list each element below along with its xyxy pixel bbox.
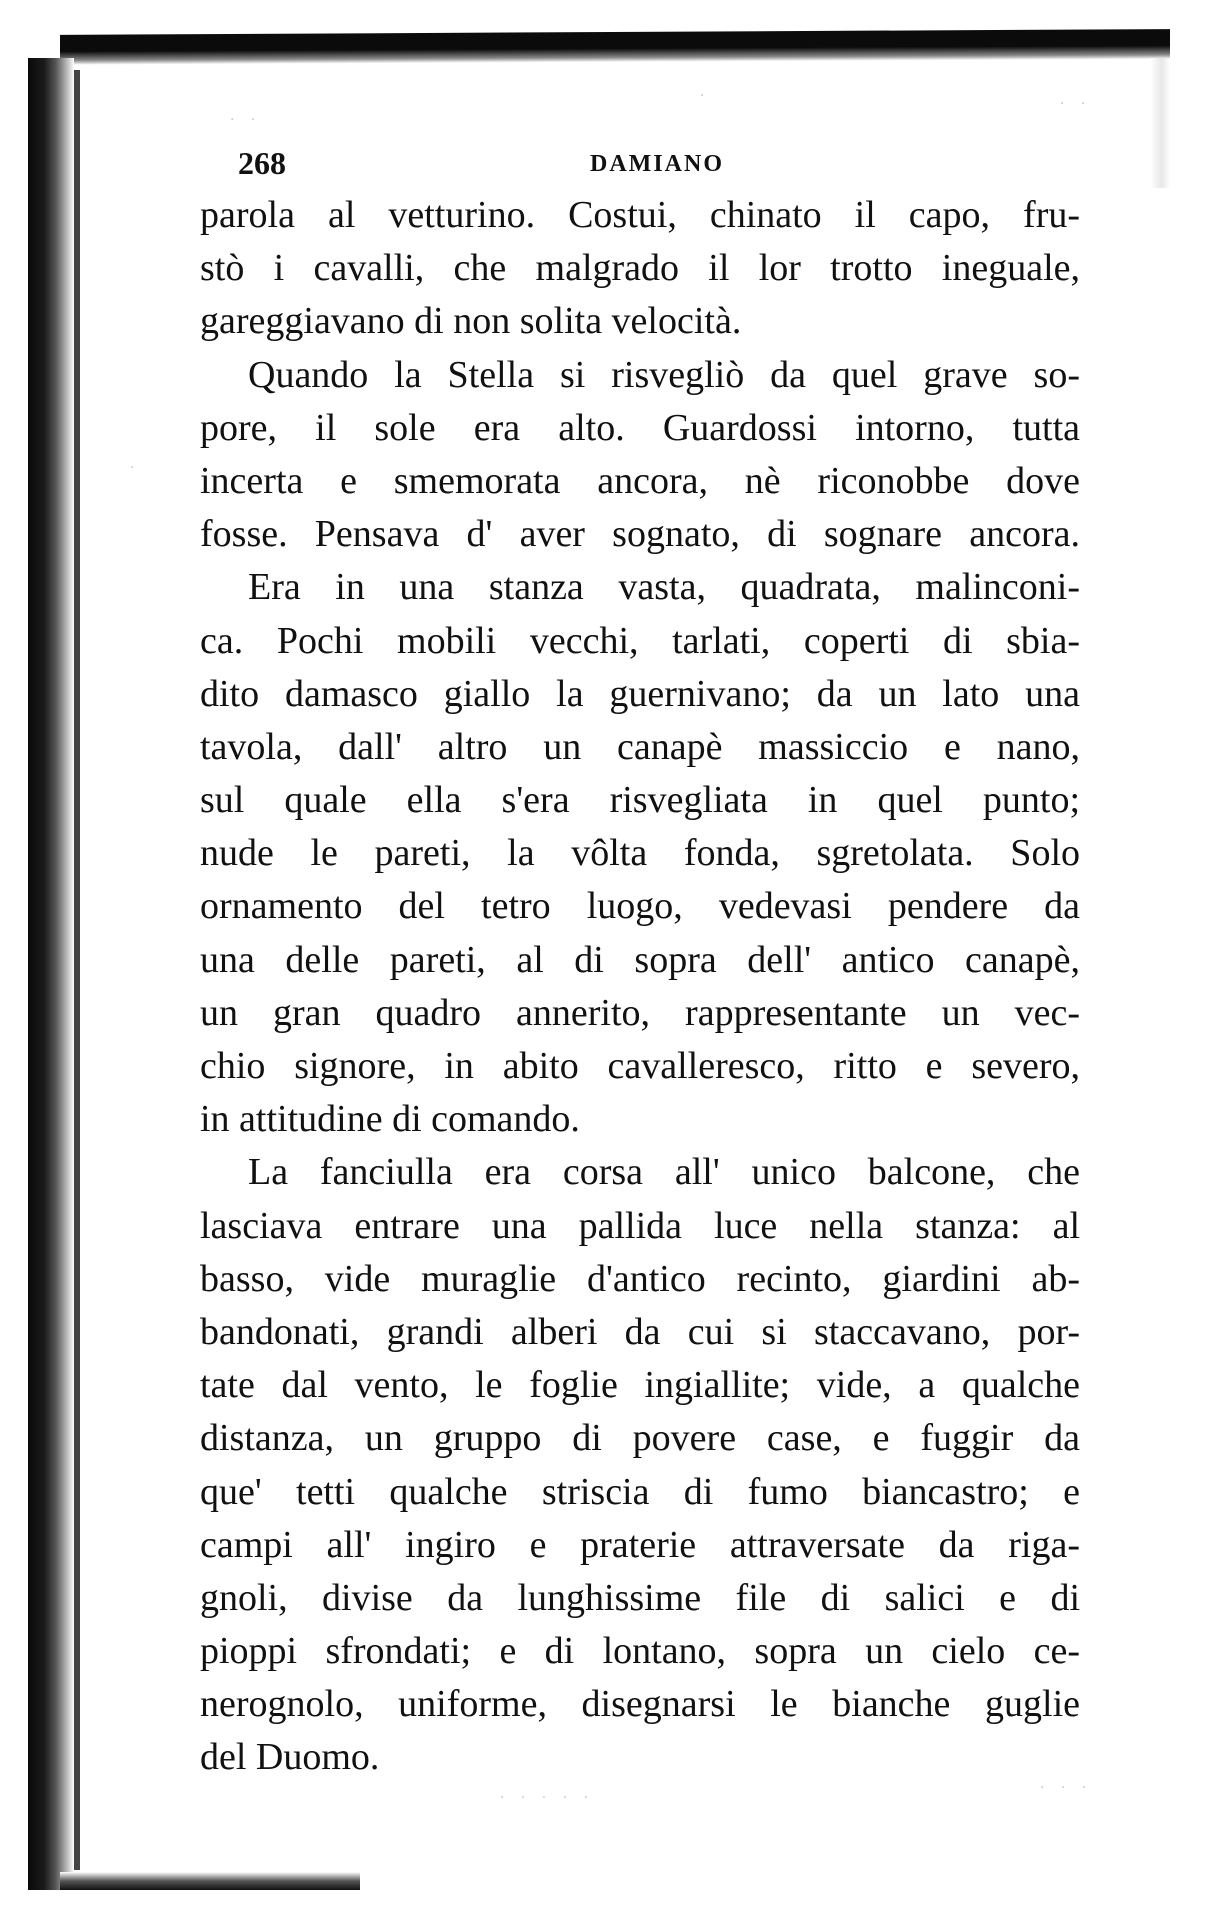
text-line: basso, vide muraglie d'antico recinto, giardini ab- [200,1257,1080,1300]
scan-noise: · [700,88,711,104]
text-line: pore, il sole era alto. Guardossi intorno, tutta [200,406,1080,449]
scan-noise: · [130,460,141,476]
text-line: dito damasco giallo la guernivano; da un lato una [200,672,1080,715]
text-line: bandonati, grandi alberi da cui si staccavano, por- [200,1310,1080,1353]
page-header [238,145,978,185]
text-line: una delle pareti, al di sopra dell' antico canapè, [200,938,1080,981]
text-line: fosse. Pensava d' aver sognato, di sognare ancora. [200,513,1080,556]
scan-right-shadow [1150,58,1170,188]
text-line: tavola, dall' altro un canapè massiccio e nano, [200,725,1080,768]
text-line: nude le pareti, la vôlta fonda, sgretolata. Solo [200,832,1080,875]
scan-bottom-edge [60,1872,360,1890]
text-line: campi all' ingiro e praterie attraversate da riga- [200,1523,1080,1566]
text-line: in attitudine di comando. [200,1098,580,1141]
text-line: La fanciulla era corsa all' unico balcone, che [248,1151,1080,1194]
text-line: ornamento del tetro luogo, vedevasi pendere da [200,885,1080,928]
scan-noise: · · [230,112,262,128]
text-line: parola al vetturino. Costui, chinato il capo, fru- [200,194,1080,236]
text-line: incerta e smemorata ancora, nè riconobbe dove [200,459,1080,502]
text-line: stò i cavalli, che malgrado il lor trotto ineguale, [200,247,1080,290]
text-line: gnoli, divise da lunghissime file di salici e di [200,1576,1080,1619]
scan-noise: · · · · · [500,1790,595,1806]
text-line: del Duomo. [200,1736,380,1779]
book-binding-edge [28,58,74,1890]
scan-top-edge [60,29,1170,65]
book-binding-shadow [74,70,80,1870]
text-line: ca. Pochi mobili vecchi, tarlati, coperti di sbia- [200,619,1080,662]
text-line: lasciava entrare una pallida luce nella stanza: al [200,1204,1080,1247]
text-line: Quando la Stella si risvegliò da quel grave so- [248,353,1080,396]
running-title: DAMIANO [590,151,724,177]
text-line: pioppi sfrondati; e di lontano, sopra un cielo ce- [200,1630,1080,1673]
text-line: distanza, un gruppo di povere case, e fuggir da [200,1417,1080,1460]
text-line: nerognolo, uniforme, disegnarsi le bianche guglie [200,1683,1080,1726]
text-line: Era in una stanza vasta, quadrata, malinconi- [248,566,1080,609]
text-line: que' tetti qualche striscia di fumo biancastro; e [200,1470,1080,1513]
page-number: 268 [238,145,286,181]
scan-noise: · · [1060,96,1092,112]
text-line: gareggiavano di non solita velocità. [200,300,742,343]
scan-noise: · · · [1040,1780,1093,1796]
text-line: sul quale ella s'era risvegliata in quel punto; [200,779,1080,822]
body-text [200,189,1080,1785]
text-line: un gran quadro annerito, rappresentante un vec- [200,991,1080,1034]
text-line: tate dal vento, le foglie ingiallite; vide, a qualche [200,1364,1080,1407]
text-line: chio signore, in abito cavalleresco, ritto e severo, [200,1045,1080,1087]
